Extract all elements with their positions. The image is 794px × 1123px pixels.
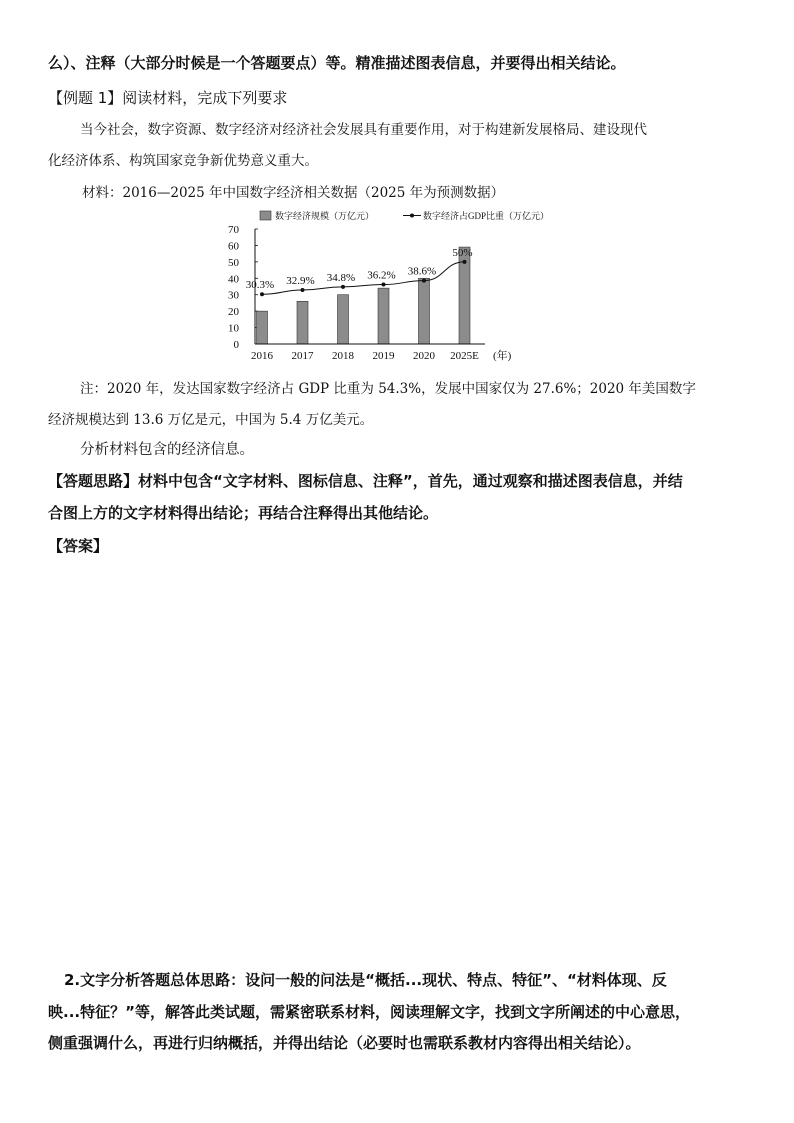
x-tick-label: 2020 [413, 350, 435, 362]
bar-2019 [378, 288, 389, 344]
data-label: 32.9% [286, 274, 315, 287]
legend-bar-swatch [260, 211, 271, 220]
y-tick-label: 30 [228, 289, 239, 302]
material-text-line1: 当今社会，数字资源、数字经济对经济社会发展具有重要作用，对于构建新发展格局、建设现代 [80, 122, 647, 138]
y-tick-label: 40 [228, 273, 239, 286]
data-label: 34.8% [326, 271, 356, 284]
section2-line3: 侧重强调什么，再进行归纳概括，并得出结论（必要时也需联系教材内容得出相关结论）。 [48, 1034, 641, 1052]
line-point-2018 [341, 285, 345, 289]
data-label: 38.6% [407, 265, 437, 278]
section2-line2: 映...特征？”等，解答此类试题，需紧密联系材料，阅读理解文字，找到文字所阐述的中心意思， [48, 1003, 690, 1021]
y-tick-label: 50 [228, 256, 239, 269]
section2-line1: 2.文字分析答题总体思路：设问一般的问法是“概括...现状、特点、特征”、“材料体现、反 [64, 971, 667, 989]
approach-line2: 合图上方的文字材料得出结论；再结合注释得出其他结论。 [48, 504, 439, 522]
intro-continuation: 么）、注释（大部分时候是一个答题要点）等。精准描述图表信息，并要得出相关结论。 [48, 54, 626, 72]
data-label: 50% [452, 246, 473, 259]
x-tick-label: 2019 [372, 350, 395, 362]
x-tick-label: 2018 [332, 350, 354, 362]
line-point-2025E [463, 260, 467, 264]
approach-line1: 【答题思路】材料中包含“文字材料、图标信息、注释”，首先，通过观察和描述图表信息，并结 [48, 472, 683, 490]
x-tick-label: 2025E [450, 350, 479, 362]
legend-line-label: 数字经济占GDP比重（万亿元） [423, 211, 550, 221]
question-text: 分析材料包含的经济信息。 [80, 442, 254, 458]
line-point-2019 [382, 283, 386, 287]
x-axis-ticks [251, 350, 479, 362]
chart-legend [260, 210, 549, 221]
example-heading: 【例题 1】阅读材料，完成下列要求 [48, 89, 288, 107]
line-point-2016 [260, 292, 264, 296]
digital-economy-chart [215, 205, 550, 365]
material-text-line2: 化经济体系、构筑国家竞争新优势意义重大。 [48, 153, 318, 169]
bar-2018 [338, 295, 349, 344]
note-line2: 经济规模达到 13.6 万亿是元，中国为 5.4 万亿美元。 [48, 412, 374, 428]
bar-2017 [297, 301, 308, 344]
legend-line-marker [410, 214, 414, 218]
x-tick-label: 2016 [251, 350, 273, 362]
bar-2016 [257, 311, 268, 344]
y-tick-label: 10 [228, 322, 239, 335]
x-axis-unit: (年) [493, 350, 512, 362]
line-point-2020 [422, 279, 426, 283]
legend-bar-label: 数字经济规模（万亿元） [275, 211, 375, 221]
answer-label: 【答案】 [48, 537, 109, 555]
x-tick-label: 2017 [291, 350, 314, 362]
line-point-2017 [301, 288, 305, 292]
data-label: 36.2% [367, 269, 396, 282]
y-tick-label: 0 [233, 339, 239, 351]
note-line1: 注：2020 年，发达国家数字经济占 GDP 比重为 54.3%，发展中国家仅为 27.6%；2020 年美国数字 [80, 381, 696, 397]
bar-2020 [419, 278, 430, 344]
bar-series [257, 247, 471, 344]
data-label: 30.3% [245, 279, 275, 292]
material-caption: 材料：2016—2025 年中国数字经济相关数据（2025 年为预测数据） [82, 185, 505, 201]
y-tick-label: 20 [228, 306, 239, 319]
data-labels [246, 247, 473, 291]
y-tick-label: 60 [228, 240, 239, 253]
y-tick-label: 70 [228, 224, 239, 236]
